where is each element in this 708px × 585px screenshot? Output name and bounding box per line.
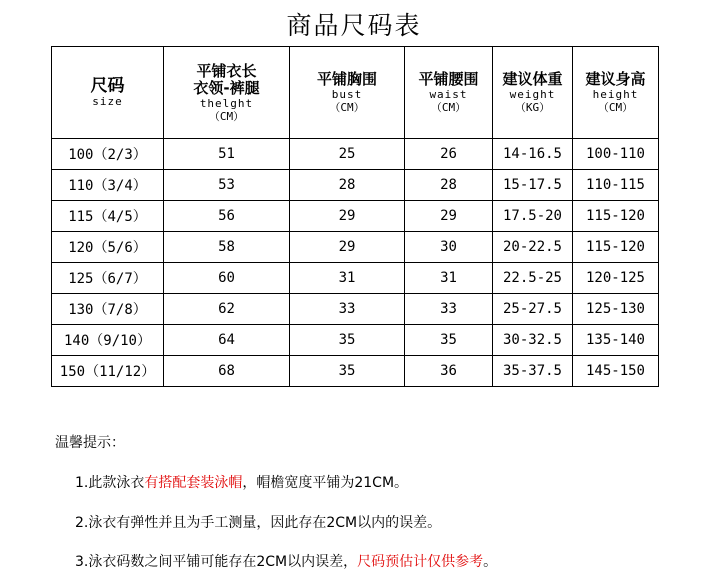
table-row <box>52 201 659 232</box>
table-row <box>52 170 659 201</box>
table-cell: 33 <box>405 294 493 325</box>
header-length: 平铺衣长 衣领-裤腿 thelght （CM） <box>164 47 290 139</box>
table-cell: 62 <box>164 294 290 325</box>
table-cell: 100-110 <box>573 139 659 170</box>
table-cell: 115（4/5） <box>52 201 164 232</box>
header-height: 建议身高 height （CM） <box>573 47 659 139</box>
table-cell: 64 <box>164 325 290 356</box>
table-cell: 35 <box>290 325 405 356</box>
table-cell: 56 <box>164 201 290 232</box>
table-cell: 51 <box>164 139 290 170</box>
note-1: 1.此款泳衣有搭配套装泳帽，帽檐宽度平铺为21CM。 <box>75 475 409 491</box>
table-cell: 120（5/6） <box>52 232 164 263</box>
table-cell: 35 <box>290 356 405 387</box>
table-cell: 36 <box>405 356 493 387</box>
table-cell: 120-125 <box>573 263 659 294</box>
table-row <box>52 325 659 356</box>
table-cell: 30-32.5 <box>493 325 573 356</box>
table-row <box>52 263 659 294</box>
table-cell: 110（3/4） <box>52 170 164 201</box>
table-cell: 100（2/3） <box>52 139 164 170</box>
table-cell: 33 <box>290 294 405 325</box>
size-chart-table <box>51 46 659 387</box>
header-size: 尺码 size <box>52 47 164 139</box>
table-cell: 68 <box>164 356 290 387</box>
table-cell: 14-16.5 <box>493 139 573 170</box>
table-cell: 58 <box>164 232 290 263</box>
table-cell: 22.5-25 <box>493 263 573 294</box>
table-cell: 15-17.5 <box>493 170 573 201</box>
table-cell: 17.5-20 <box>493 201 573 232</box>
table-cell: 26 <box>405 139 493 170</box>
table-cell: 110-115 <box>573 170 659 201</box>
note-3-highlight: 尺码预估计仅供参考 <box>357 554 484 570</box>
table-cell: 115-120 <box>573 232 659 263</box>
table-cell: 30 <box>405 232 493 263</box>
table-cell: 25-27.5 <box>493 294 573 325</box>
header-length-zh: 平铺衣长 衣领-裤腿 <box>193 61 260 97</box>
header-waist: 平铺腰围 waist （CM） <box>405 47 493 139</box>
table-cell: 28 <box>290 170 405 201</box>
table-row <box>52 139 659 170</box>
table-cell: 35 <box>405 325 493 356</box>
table-cell: 29 <box>290 232 405 263</box>
note-1-highlight: 有搭配套装泳帽 <box>144 475 243 491</box>
table-cell: 150（11/12） <box>52 356 164 387</box>
table-cell: 145-150 <box>573 356 659 387</box>
table-cell: 135-140 <box>573 325 659 356</box>
table-cell: 25 <box>290 139 405 170</box>
table-row <box>52 356 659 387</box>
note-2: 2.泳衣有弹性并且为手工测量，因此存在2CM以内的误差。 <box>75 515 442 531</box>
table-cell: 29 <box>405 201 493 232</box>
table-cell: 125（6/7） <box>52 263 164 294</box>
notes-heading: 温馨提示： <box>55 435 125 451</box>
table-cell: 31 <box>290 263 405 294</box>
table-cell: 115-120 <box>573 201 659 232</box>
table-cell: 28 <box>405 170 493 201</box>
table-row <box>52 232 659 263</box>
table-row <box>52 294 659 325</box>
table-cell: 130（7/8） <box>52 294 164 325</box>
page-title: 商品尺码表 <box>286 11 422 40</box>
table-cell: 35-37.5 <box>493 356 573 387</box>
header-row <box>52 47 659 139</box>
table-cell: 53 <box>164 170 290 201</box>
table-cell: 31 <box>405 263 493 294</box>
table-cell: 20-22.5 <box>493 232 573 263</box>
table-cell: 29 <box>290 201 405 232</box>
table-cell: 60 <box>164 263 290 294</box>
note-3: 3.泳衣码数之间平铺可能存在2CM以内误差，尺码预估计仅供参考。 <box>75 554 498 570</box>
table-cell: 140（9/10） <box>52 325 164 356</box>
table-cell: 125-130 <box>573 294 659 325</box>
header-weight: 建议体重 weight （KG） <box>493 47 573 139</box>
header-bust: 平铺胸围 bust （CM） <box>290 47 405 139</box>
